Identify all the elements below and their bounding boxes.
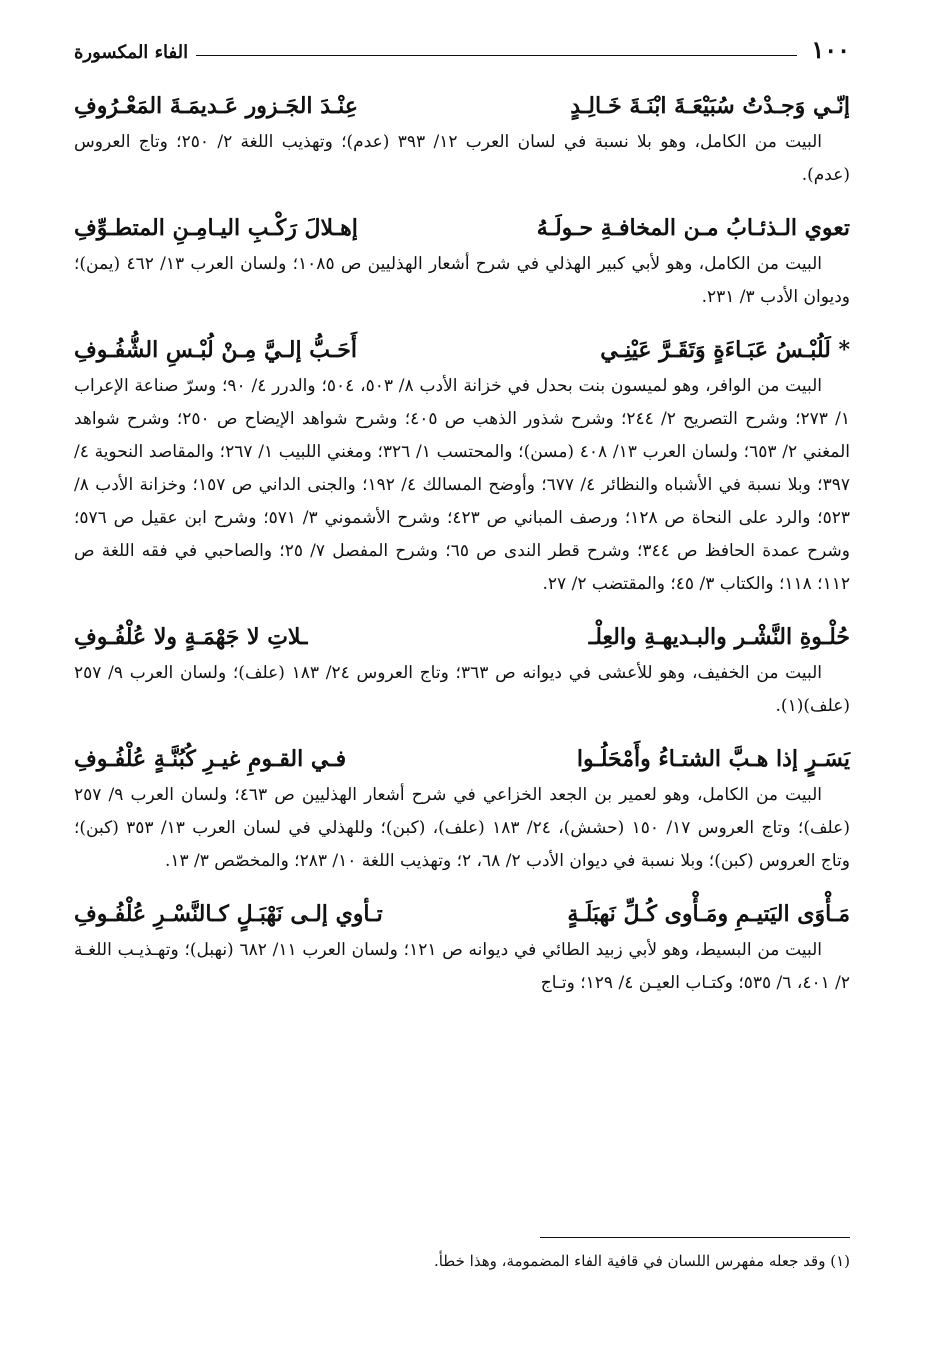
second-hemistich: إهـلالَ رَكْـبِ اليـامِـنِ المتطـوِّفِ [74, 215, 358, 241]
page-header [74, 28, 850, 62]
footnote-separator [540, 1237, 850, 1238]
verse-entry [74, 208, 850, 314]
verse-line [74, 739, 850, 779]
second-hemistich: ـلاتِ لا جَهْمَـةٍ ولا عُلْفُـوفِ [74, 624, 308, 650]
verse-entry [74, 894, 850, 1000]
first-hemistich: يَسَـرٍ إذا هـبَّ الشتـاءُ وأَمْحَلُـوا [576, 746, 850, 772]
verse-line [74, 330, 850, 370]
verse-entry [74, 330, 850, 601]
running-title: الفاء المكسورة [74, 42, 189, 63]
verse-commentary: البيت من البسيط، وهو لأبي زبيد الطائي في ديوانه ص ١٢١؛ ولسان العرب ١١/ ٦٨٢ (نهبل)؛ وتهـذيـب اللغـة ٢/ ٤٠١، ٦/ ٥٣٥؛ وكتـاب العيـن ٤/ ١٢٩؛ وتـاج [74, 940, 850, 993]
page-number: ١٠٠ [811, 35, 850, 64]
verse-entry [74, 739, 850, 878]
first-hemistich: إنّـي وَجـدْتُ سُبَيْعَـةَ ابْنَـةَ خَـالِـدٍ [570, 93, 850, 119]
verse-entry [74, 617, 850, 723]
verse-commentary: البيت من الكامل، وهو لأبي كبير الهذلي في شرح أشعار الهذليين ص ١٠٨٥؛ ولسان العرب ١٣/ ٤٦٢ (يمن)؛ وديوان الأدب ٣/ ٢٣١. [74, 254, 850, 307]
second-hemistich: أَحَـبُّ إلـيَّ مِـنْ لُبْـسِ الشُّفُـوفِ [74, 337, 357, 363]
first-hemistich: حُلْـوةِ النَّشْـر والبـديهـةِ والعِلْـ [588, 624, 850, 650]
first-hemistich: تعوي الـذئـابُ مـن المخافـةِ حـولَـهُ [536, 215, 850, 241]
first-hemistich: * لَلُبْـسُ عَبَـاءَةٍ وَتَقَـرَّ عَيْنِـي [600, 337, 850, 363]
verse-commentary: البيت من الكامل، وهو بلا نسبة في لسان العرب ١٢/ ٣٩٣ (عدم)؛ وتهذيب اللغة ٢/ ٢٥٠؛ وتاج العروس (عدم). [74, 132, 850, 185]
verse-line [74, 86, 850, 126]
verse-line [74, 208, 850, 248]
verse-commentary: البيت من الوافر، وهو لميسون بنت بحدل في خزانة الأدب ٨/ ٥٠٣، ٥٠٤؛ والدرر ٤/ ٩٠؛ وسرّ صناعة الإعراب ١/ ٢٧٣؛ وشرح التصريح ٢/ ٢٤٤؛ وشرح شذور الذهب ص ٤٠٥؛ وشرح شواهد الإيضاح ص ٢٥٠؛ وشرح شواهد المغني ٢/ ٦٥٣؛ ولسان العرب ١٣/ ٤٠٨ (مسن)؛ والمحتسب ١/ ٣٢٦؛ ومغني اللبيب ١/ ٢٦٧؛ والمقاصد النحوية ٤/ ٣٩٧؛ وبلا نسبة في الأشباه والنظائر ٤/ ٦٧٧؛ وأوضح المسالك ٤/ ١٩٢؛ والجنى الداني ص ١٥٧؛ وخزانة الأدب ٨/ ٥٢٣؛ والرد على النحاة ص ١٢٨؛ ورصف المباني ص ٤٢٣؛ وشرح الأشموني ٣/ ٥٧١؛ وشرح ابن عقيل ص ٥٧٦؛ وشرح عمدة الحافظ ص ٣٤٤؛ وشرح قطر الندى ص ٦٥؛ وشرح المفصل ٧/ ٢٥؛ والصاحبي في فقه اللغة ص ١١٢؛ ١١٨؛ والكتاب ٣/ ٤٥؛ والمقتضب ٢/ ٢٧. [74, 376, 851, 594]
verse-entry [74, 86, 850, 192]
verse-line [74, 617, 850, 657]
verse-line [74, 894, 850, 934]
verse-commentary: البيت من الكامل، وهو لعمير بن الجعد الخزاعي في شرح أشعار الهذليين ص ٤٦٣؛ ولسان العرب ٩/ ٢٥٧ (علف)؛ وتاج العروس ١٧/ ١٥٠ (حشش)، ٢٤/ ١٨٣ (علف)، (كبن)؛ وللهذلي في لسان العرب ١٣/ ٣٥٣ (كبن)؛ وتاج العروس (كبن)؛ وبلا نسبة في ديوان الأدب ٢/ ٦٨، ٢؛ وتهذيب اللغة ١٠/ ٢٨٣؛ والمخصّص ٣/ ١٣. [74, 785, 850, 871]
first-hemistich: مَـأْوَى اليَتيـمِ ومَـأْوى كُـلِّ نَهبَلَـةٍ [567, 901, 850, 927]
header-rule [196, 55, 797, 56]
second-hemistich: تـأوي إلـى نَهْبَـلٍ كـالنَّسْـرِ عُلْفُـوفِ [74, 901, 383, 927]
verse-commentary: البيت من الخفيف، وهو للأعشى في ديوانه ص ٣٦٣؛ وتاج العروس ٢٤/ ١٨٣ (علف)؛ ولسان العرب ٩/ ٢٥٧ (علف)(١). [74, 663, 850, 716]
second-hemistich: عِنْـدَ الجَـزور عَـديمَـةَ المَعْـرُوفِ [74, 93, 358, 119]
footnote: (١) وقد جعله مفهرس اللسان في قافية الفاء المضمومة، وهذا خطأ. [433, 1252, 850, 1270]
page [74, 28, 850, 1000]
second-hemistich: فـي القـومِ غيـرِ كُبُنَّـةٍ عُلْفُـوفِ [74, 746, 347, 772]
